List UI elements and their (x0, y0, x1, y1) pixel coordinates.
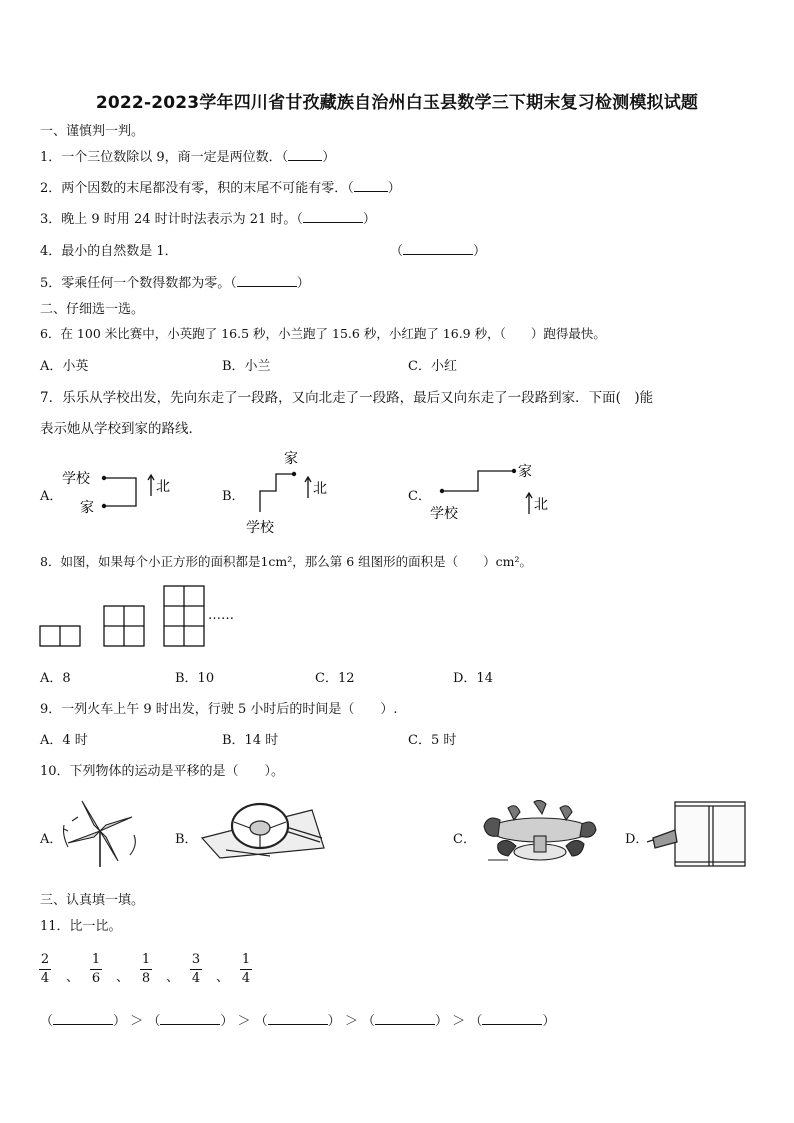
q9-option-a[interactable]: A．4 时 (40, 733, 88, 748)
question-11: 11．比一比。 (40, 919, 122, 934)
q7-route-diagram-a (58, 462, 188, 522)
route-line (260, 474, 294, 512)
greater-than-sign: ＞ (452, 1014, 466, 1029)
fraction-4: 3 4 (191, 952, 201, 986)
question-9: 9．一列火车上午 9 时出发，行驶 5 小时后的时间是（ ）. (40, 702, 398, 717)
q6-option-b[interactable]: B．小兰 (222, 359, 271, 374)
question-4-answer: （ ） (390, 244, 487, 259)
q7-option-a[interactable]: A． (40, 489, 63, 504)
question-2 (40, 177, 401, 196)
q10-option-b[interactable]: B． (175, 832, 198, 847)
q7-route-diagram-b (240, 446, 350, 538)
label-north: 北 (156, 479, 170, 495)
question-8: 8．如图，如果每个小正方形的面积都是1cm²，那么第 6 组图形的面积是（ ）cm²。 (40, 554, 533, 569)
section-heading-1: 一、谨慎判一判。 (40, 124, 145, 139)
q7-option-c[interactable]: C． (408, 489, 431, 504)
separator: 、 (116, 970, 130, 985)
q8-option-b[interactable]: B．10 (175, 671, 215, 686)
q8-option-c[interactable]: C．12 (315, 671, 355, 686)
question-4: 4．最小的自然数是 1． (40, 244, 178, 259)
answer-blank-1[interactable] (288, 149, 322, 161)
question-5-text: 5．零乘任何一个数得数都为零。（ (40, 276, 237, 291)
q9-option-b[interactable]: B．14 时 (222, 733, 279, 748)
question-5-end: ） (296, 276, 310, 291)
answer-blank-5[interactable] (237, 275, 297, 287)
q6-option-c[interactable]: C．小红 (408, 359, 457, 374)
section-heading-2: 二、仔细选一选。 (40, 302, 145, 317)
steering-wheel-icon (200, 798, 325, 860)
separator: 、 (66, 970, 80, 985)
q8-option-d[interactable]: D．14 (453, 671, 493, 686)
q9-option-c[interactable]: C．5 时 (408, 733, 457, 748)
q10-option-c[interactable]: C． (453, 832, 476, 847)
sliding-window-icon (645, 798, 750, 870)
question-5 (40, 272, 310, 291)
separator: 、 (166, 970, 180, 985)
compare-blank-2[interactable] (160, 1013, 220, 1025)
label-school: 学校 (246, 520, 274, 536)
question-1-text: 1．一个三位数除以 9，商一定是两位数．（ (40, 150, 289, 165)
question-3 (40, 208, 376, 227)
label-north: 北 (313, 481, 327, 497)
answer-blank-4[interactable] (403, 243, 473, 255)
label-school: 学校 (62, 471, 90, 487)
separator: 、 (216, 970, 230, 985)
section-heading-3: 三、认真填一填。 (40, 893, 145, 908)
question-3-end: ） (362, 212, 376, 227)
label-home: 家 (518, 464, 532, 480)
question-7-line1: 7．乐乐从学校出发，先向东走了一段路，又向北走了一段路，最后又向东走了一段路到家．下面( )能 (40, 390, 654, 406)
label-home: 家 (284, 451, 298, 467)
question-2-end: ） (387, 181, 401, 196)
fraction-2: 1 6 (91, 952, 101, 986)
fraction-3: 1 8 (141, 952, 151, 986)
compare-blank-5[interactable] (482, 1013, 542, 1025)
label-home: 家 (80, 500, 94, 516)
question-10: 10．下列物体的运动是平移的是（ ）。 (40, 764, 285, 779)
compare-blank-3[interactable] (268, 1013, 328, 1025)
question-1 (40, 146, 335, 165)
q7-option-b[interactable]: B． (222, 489, 245, 504)
question-6: 6．在 100 米比赛中，小英跑了 16.5 秒，小兰跑了 15.6 秒，小红跑了 16.9 秒，（ ）跑得最快。 (40, 326, 606, 341)
route-line (104, 478, 136, 506)
q10-option-a[interactable]: A． (40, 832, 63, 847)
greater-than-sign: ＞ (237, 1014, 251, 1029)
q8-ellipsis: …… (208, 608, 234, 623)
fraction-5: 1 4 (241, 952, 251, 986)
comparison-row: （ ） ＞ （ ） ＞ （ ） ＞ （ ） ＞ （ ） (40, 1014, 556, 1029)
greater-than-sign: ＞ (344, 1014, 358, 1029)
answer-blank-3[interactable] (303, 211, 363, 223)
label-north: 北 (534, 497, 548, 513)
pinwheel-icon (60, 795, 140, 870)
question-1-end: ） (322, 150, 336, 165)
carousel-ride-icon (478, 800, 603, 866)
compare-blank-1[interactable] (53, 1013, 113, 1025)
question-2-text: 2．两个因数的末尾都没有零，积的末尾不可能有零．（ (40, 181, 354, 196)
page-title: 2022-2023学年四川省甘孜藏族自治州白玉县数学三下期末复习检测模拟试题 (95, 93, 699, 113)
q7-route-diagram-c (428, 456, 568, 526)
fraction-1: 2 4 (40, 952, 50, 986)
label-school: 学校 (430, 506, 458, 522)
answer-blank-2[interactable] (354, 180, 388, 192)
question-3-text: 3．晚上 9 时用 24 时计时法表示为 21 时。（ (40, 212, 303, 227)
question-7-line2: 表示她从学校到家的路线． (40, 421, 202, 437)
q6-option-a[interactable]: A．小英 (40, 359, 89, 374)
q10-option-d[interactable]: D． (625, 832, 649, 847)
q8-option-a[interactable]: A．8 (40, 671, 71, 686)
greater-than-sign: ＞ (130, 1014, 144, 1029)
route-line (442, 471, 514, 491)
compare-blank-4[interactable] (375, 1013, 435, 1025)
